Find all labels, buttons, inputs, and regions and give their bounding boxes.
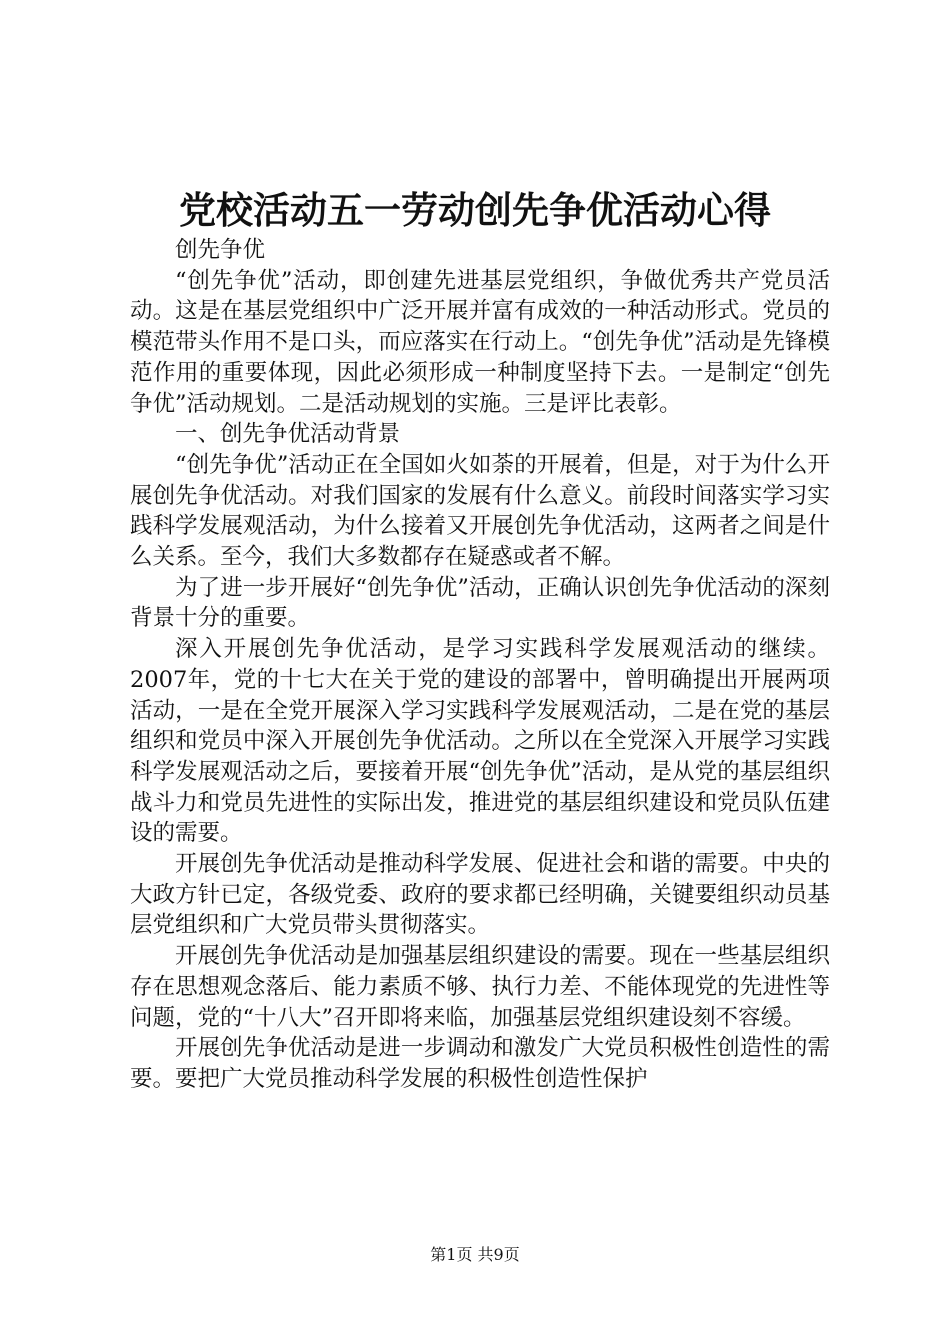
paragraph: “创先争优”活动正在全国如火如荼的开展着，但是，对于为什么开展创先争优活动。对我们国家的发展有什么意义。前段时间落实学习实践科学发展观活动，为什么接着又开展创先争优活动，这两者之间是什么关系。至今，我们大多数都存在疑惑或者不解。	[130, 451, 830, 571]
paragraph: 深入开展创先争优活动，是学习实践科学发展观活动的继续。2007年，党的十七大在关于党的建设的部署中，曾明确提出开展两项活动，一是在全党开展深入学习实践科学发展观活动，二是在党的基层组织和党员中深入开展创先争优活动。之所以在全党深入开展学习实践科学发展观活动之后，要接着开展“创先争优”活动，是从党的基层组织战斗力和党员先进性的实际出发，推进党的基层组织建设和党员队伍建设的需要。	[130, 636, 830, 847]
page-footer: 第1页 共9页	[430, 1245, 520, 1264]
section-heading: 一、创先争优活动背景	[175, 421, 401, 448]
document-title: 党校活动五一劳动创先争优活动心得	[179, 188, 771, 232]
paragraph: 开展创先争优活动是推动科学发展、促进社会和谐的需要。中央的大政方针已定，各级党委、政府的要求都已经明确，关键要组织动员基层党组织和广大党员带头贯彻落实。	[130, 851, 830, 939]
paragraph: 为了进一步开展好“创先争优”活动，正确认识创先争优活动的深刻背景十分的重要。	[130, 574, 830, 632]
document-body	[130, 235, 830, 1095]
paragraph: “创先争优”活动，即创建先进基层党组织，争做优秀共产党员活动。这是在基层党组织中广泛开展并富有成效的一种活动形式。党员的模范带头作用不是口头，而应落实在行动上。“创先争优”活动是先锋模范作用的重要体现，因此必须形成一种制度坚持下去。一是制定“创先争优”活动规划。二是活动规划的实施。三是评比表彰。	[130, 267, 830, 417]
paragraph: 开展创先争优活动是加强基层组织建设的需要。现在一些基层组织存在思想观念落后、能力素质不够、执行力差、不能体现党的先进性等问题，党的“十八大”召开即将来临，加强基层党组织建设刻不容缓。	[130, 943, 830, 1031]
paragraph: 创先争优	[175, 237, 266, 263]
paragraph: 开展创先争优活动是进一步调动和激发广大党员积极性创造性的需要。要把广大党员推动科学发展的积极性创造性保护	[130, 1035, 830, 1092]
